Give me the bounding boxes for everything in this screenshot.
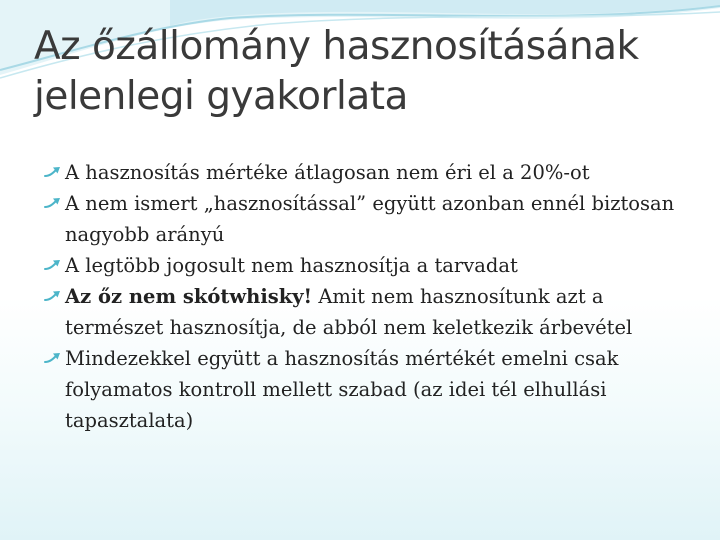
bullet-lead-text: Az őz nem skótwhisky! [65,285,313,308]
bullet-text: A hasznosítás mértéke átlagosan nem éri el a 20%-ot [65,161,590,184]
arrow-bullet-icon [44,351,64,366]
arrow-bullet-icon [44,289,64,304]
bullet-text: A legtöbb jogosult nem hasznosítja a tarvadat [65,254,518,277]
bullet-text: Mindezekkel együtt a hasznosítás mértékét emelni csak folyamatos kontroll mellett szabad (az idei tél elhullási tapasztalata) [65,347,619,432]
bullet-item [44,250,694,281]
bullet-item [44,188,694,250]
bullet-item [44,281,694,343]
arrow-bullet-icon [44,196,64,211]
arrow-bullet-icon [44,258,64,273]
arrow-bullet-icon [44,165,64,180]
bullet-item [44,343,694,436]
bullet-list [44,157,694,436]
bullet-text: Amit nem hasznosítunk azt a természet hasznosítja, de abból nem keletkezik árbevétel [65,285,633,339]
bullet-item [44,157,694,188]
bullet-text: A nem ismert „hasznosítással” együtt azonban ennél biztosan nagyobb arányú [65,192,675,246]
slide-title: Az őzállomány hasznosításának jelenlegi gyakorlata [34,24,639,119]
